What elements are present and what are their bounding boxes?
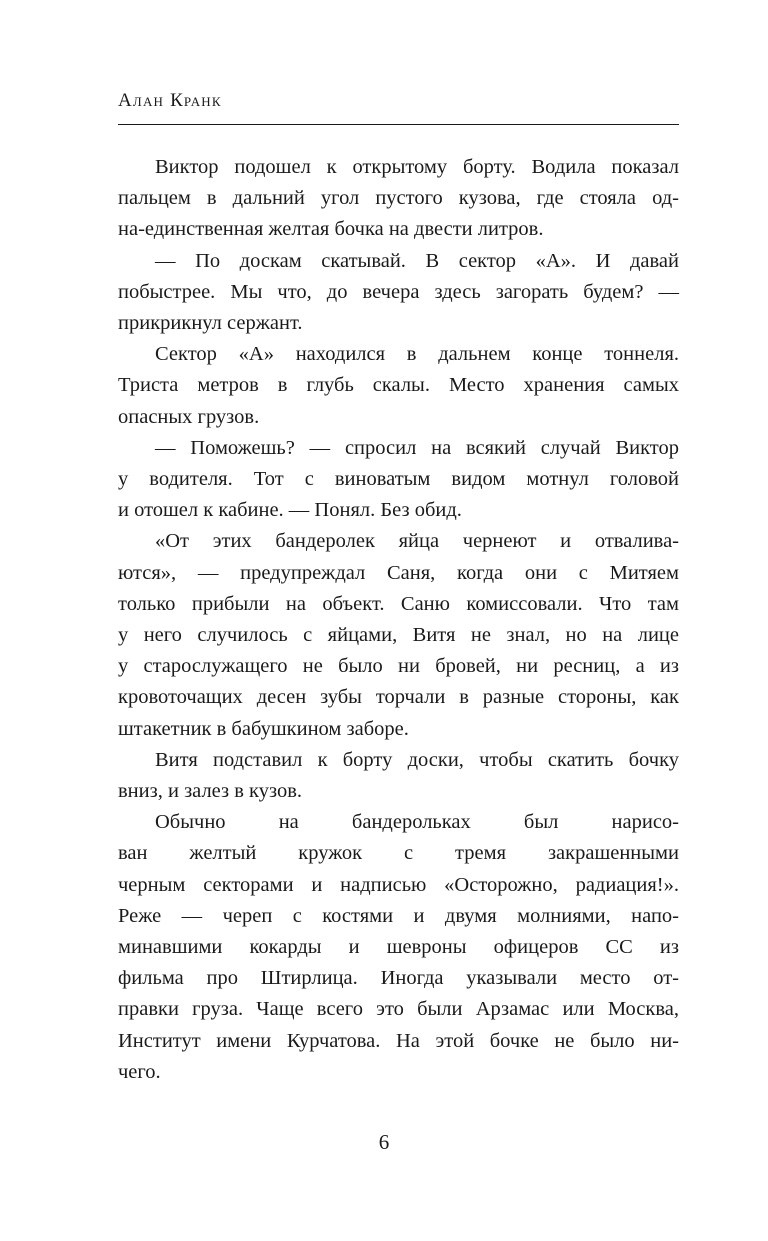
paragraph <box>118 807 679 1088</box>
text-line: ются», — предупреждал Саня, когда они с Митяем <box>118 561 679 584</box>
paragraph <box>118 745 679 807</box>
text-line: Обычно на бандерольках был нарисо- <box>155 811 679 834</box>
text-line: «От этих бандеролек яйца чернеют и отвалива- <box>155 530 679 553</box>
text-line: и отошел к кабине. — Понял. Без обид. <box>118 499 462 522</box>
text-line: вниз, и залез в кузов. <box>118 780 302 803</box>
text-body <box>118 152 679 1088</box>
header-rule <box>118 124 679 125</box>
paragraph <box>118 152 679 246</box>
text-line: Реже — череп с костями и двумя молниями, напо- <box>118 904 679 927</box>
text-line: правки груза. Чаще всего это были Арзамас или Москва, <box>118 998 679 1021</box>
text-line: штакетник в бабушкином заборе. <box>118 717 409 740</box>
running-head: Алан Кранк <box>118 90 222 111</box>
text-line: побыстрее. Мы что, до вечера здесь загорать будем? — <box>118 280 679 303</box>
text-line: у старослужащего не было ни бровей, ни ресниц, а из <box>118 655 679 678</box>
paragraph <box>118 526 679 744</box>
paragraph <box>118 339 679 433</box>
text-line: Витя подставил к борту доски, чтобы скатить бочку <box>155 748 679 771</box>
text-line: Триста метров в глубь скалы. Место хранения самых <box>118 374 679 397</box>
text-line: Институт имени Курчатова. На этой бочке не было ни- <box>118 1029 679 1052</box>
text-line: минавшими кокарды и шевроны офицеров СС из <box>118 936 679 959</box>
text-line: кровоточащих десен зубы торчали в разные стороны, как <box>118 686 679 709</box>
text-line: у водителя. Тот с виноватым видом мотнул головой <box>118 468 679 491</box>
text-line: опасных грузов. <box>118 405 260 428</box>
text-line: пальцем в дальний угол пустого кузова, где стояла од- <box>118 187 679 210</box>
text-line: у него случилось с яйцами, Витя не знал, но на лице <box>118 624 679 647</box>
text-line: только прибыли на объект. Саню комиссовали. Что там <box>118 592 679 615</box>
text-line: ван желтый кружок с тремя закрашенными <box>118 842 679 865</box>
text-line: черным секторами и надписью «Осторожно, радиация!». <box>118 873 679 896</box>
paragraph <box>118 246 679 340</box>
text-line: прикрикнул сержант. <box>118 312 303 335</box>
text-line: чего. <box>118 1060 161 1083</box>
text-line: Сектор «А» находился в дальнем конце тоннеля. <box>155 343 679 366</box>
text-line: — Поможешь? — спросил на всякий случай Виктор <box>155 436 679 459</box>
text-line: на-единственная желтая бочка на двести литров. <box>118 218 544 241</box>
text-line: фильма про Штирлица. Иногда указывали место от- <box>118 967 679 990</box>
paragraph <box>118 433 679 527</box>
text-line: — По доскам скатывай. В сектор «А». И давай <box>155 249 679 272</box>
text-line: Виктор подошел к открытому борту. Водила показал <box>155 156 679 178</box>
page-number: 6 <box>378 1130 390 1154</box>
